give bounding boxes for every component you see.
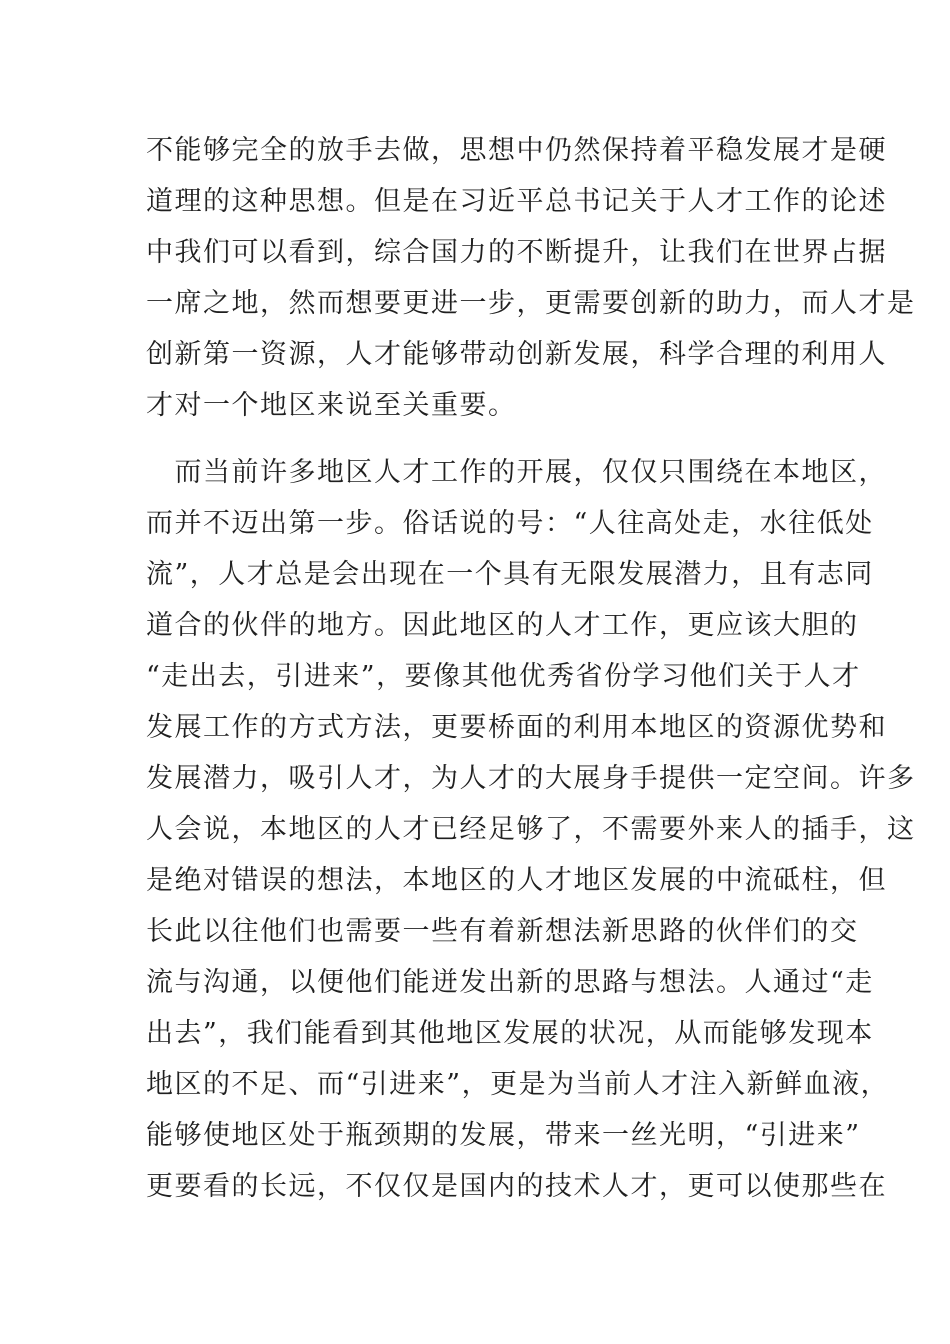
text-line: 发展工作的方式方法，更要桥面的利用本地区的资源优势和 bbox=[146, 712, 887, 743]
text-line: 长此以往他们也需要一些有着新想法新思路的伙伴们的交 bbox=[146, 916, 859, 947]
text-line: 更要看的长远，不仅仅是国内的技术人才，更可以使那些在 bbox=[146, 1171, 887, 1202]
text-line: 是绝对错误的想法，本地区的人才地区发展的中流砥柱，但 bbox=[146, 865, 887, 896]
text-line: 流与沟通，以便他们能迸发出新的思路与想法。人通过“走 bbox=[146, 967, 874, 998]
text-line: 发展潜力，吸引人才，为人才的大展身手提供一定空间。许多 bbox=[146, 763, 916, 794]
text-line: 人会说，本地区的人才已经足够了，不需要外来人的插手，这 bbox=[146, 814, 916, 845]
text-line: 不能够完全的放手去做，思想中仍然保持着平稳发展才是硬 bbox=[146, 135, 887, 166]
text-line: 中我们可以看到，综合国力的不断提升，让我们在世界占据 bbox=[146, 237, 887, 268]
text-line: 出去”，我们能看到其他地区发展的状况，从而能够发现本 bbox=[146, 1018, 874, 1049]
paragraph-1 bbox=[146, 125, 916, 431]
text-line: 一席之地，然而想要更进一步，更需要创新的助力，而人才是 bbox=[146, 288, 916, 319]
text-line: 流”，人才总是会出现在一个具有无限发展潜力，且有志同 bbox=[146, 559, 874, 590]
text-line: 而并不迈出第一步。俗话说的号：“人往高处走，水往低处 bbox=[146, 508, 874, 539]
paragraph-2 bbox=[146, 447, 916, 1212]
text-line: 道合的伙伴的地方。因此地区的人才工作，更应该大胆的 bbox=[146, 610, 859, 641]
text-line: 而当前许多地区人才工作的开展，仅仅只围绕在本地区， bbox=[146, 457, 887, 488]
text-line: 创新第一资源，人才能够带动创新发展，科学合理的利用人 bbox=[146, 339, 887, 370]
text-line: “走出去，引进来”，要像其他优秀省份学习他们关于人才 bbox=[146, 661, 861, 692]
text-line: 能够使地区处于瓶颈期的发展，带来一丝光明，“引进来” bbox=[146, 1120, 861, 1151]
text-line: 道理的这种思想。但是在习近平总书记关于人才工作的论述 bbox=[146, 186, 887, 217]
text-line: 地区的不足、而“引进来”，更是为当前人才注入新鲜血液， bbox=[146, 1069, 890, 1100]
text-line: 才对一个地区来说至关重要。 bbox=[146, 390, 517, 421]
